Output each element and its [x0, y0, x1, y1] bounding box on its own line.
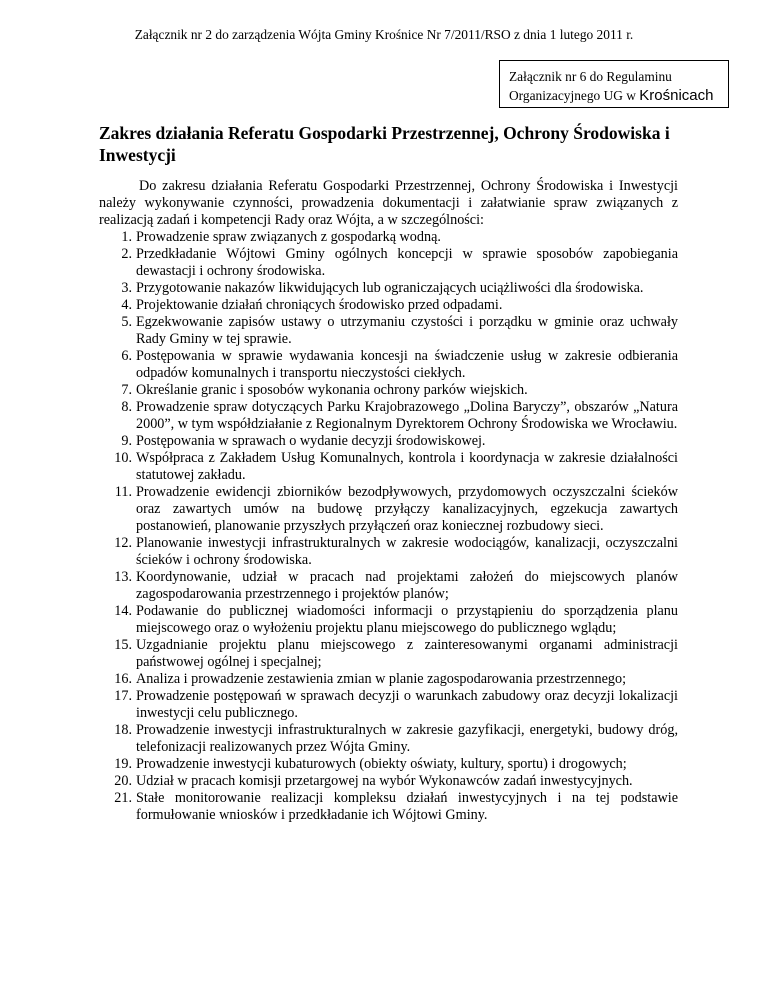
task-number: 20. [114, 773, 132, 789]
document-title: Zakres działania Referatu Gospodarki Przestrzennej, Ochrony Środowiska i Inwestycji [99, 123, 670, 165]
annex-note-line-2-prefix: Organizacyjnego UG w [509, 88, 640, 103]
task-text: Postępowania w sprawach o wydanie decyzji środowiskowej. [136, 433, 486, 449]
task-number: 9. [121, 433, 132, 449]
task-number: 16. [114, 671, 132, 687]
task-item [99, 382, 678, 399]
task-item [99, 790, 678, 824]
task-list [99, 229, 678, 824]
task-text: Prowadzenie inwestycji kubaturowych (obiekty oświaty, kultury, sportu) i drogowych; [136, 756, 627, 772]
task-item [99, 722, 678, 756]
task-number: 12. [114, 535, 132, 551]
task-number: 14. [114, 603, 132, 619]
task-item [99, 756, 678, 773]
task-number: 6. [121, 348, 132, 364]
annex-note-place: Krośnicach [639, 87, 714, 104]
task-item [99, 433, 678, 450]
task-text: Udział w pracach komisji przetargowej na wybór Wykonawców zadań inwestycyjnych. [136, 773, 633, 789]
task-number: 2. [121, 246, 132, 262]
task-item [99, 603, 678, 637]
task-text: Prowadzenie inwestycji infrastrukturalnych w zakresie gazyfikacji, energetyki, budowy dróg, telefonizacji realizowanych przez Wójta Gminy. [136, 722, 678, 755]
task-item [99, 229, 678, 246]
task-text: Analiza i prowadzenie zestawienia zmian w planie zagospodarowania przestrzennego; [136, 671, 627, 687]
task-item [99, 450, 678, 484]
task-number: 4. [121, 297, 132, 313]
task-item [99, 246, 678, 280]
task-text: Uzgadnianie projektu planu miejscowego z zainteresowanymi organami administracji państwowej ogólnej i specjalnej; [136, 637, 678, 670]
task-text: Prowadzenie spraw związanych z gospodarką wodną. [136, 229, 441, 245]
annex-note-line-1: Załącznik nr 6 do Regulaminu [509, 69, 672, 84]
task-text: Planowanie inwestycji infrastrukturalnych w zakresie wodociągów, kanalizacji, oczyszczalni ścieków i ochrony środowiska. [136, 535, 678, 568]
task-item [99, 688, 678, 722]
task-item [99, 484, 678, 535]
task-item [99, 773, 678, 790]
annex-note-line-2 [509, 86, 728, 105]
task-text: Określanie granic i sposobów wykonania ochrony parków wiejskich. [136, 382, 528, 398]
task-item [99, 671, 678, 688]
task-number: 21. [114, 790, 132, 806]
task-text: Prowadzenie ewidencji zbiorników bezodpływowych, przydomowych oczyszczalni ścieków oraz zawartych umów na budowę przyłączy kanalizacyjnych, egzekucja zawartych postanowień, planowanie przyszłych przyłączeń oraz koniecznej rozbudowy sieci. [136, 484, 678, 534]
task-item [99, 637, 678, 671]
intro-paragraph: Do zakresu działania Referatu Gospodarki Przestrzennej, Ochrony Środowiska i Inwestycji należy wykonywanie czynności, prowadzenia dokumentacji i załatwianie spraw związanych z realizacją zadań i kompetencji Rady oraz Wójta, a w szczególności: [99, 178, 678, 228]
task-number: 19. [114, 756, 132, 772]
task-item [99, 348, 678, 382]
task-number: 11. [114, 484, 132, 500]
task-text: Stałe monitorowanie realizacji kompleksu działań inwestycyjnych i na tej podstawie formułowanie wniosków i przedkładanie ich Wójtowi Gminy. [136, 790, 678, 823]
task-item [99, 569, 678, 603]
attachment-header: Załącznik nr 2 do zarządzenia Wójta Gminy Krośnice Nr 7/2011/RSO z dnia 1 lutego 2011 r. [134, 27, 634, 42]
task-number: 13. [114, 569, 132, 585]
task-number: 8. [121, 399, 132, 415]
task-number: 3. [121, 280, 132, 296]
task-text: Projektowanie działań chroniących środowisko przed odpadami. [136, 297, 503, 313]
task-text: Egzekwowanie zapisów ustawy o utrzymaniu czystości i porządku w gminie oraz uchwały Rady Gminy w tej sprawie. [136, 314, 678, 347]
task-text: Przygotowanie nakazów likwidujących lub ograniczających uciążliwości dla środowiska. [136, 280, 644, 296]
task-text: Postępowania w sprawie wydawania koncesji na świadczenie usług w zakresie odbierania odpadów komunalnych i transportu nieczystości ciekłych. [136, 348, 678, 381]
task-number: 17. [114, 688, 132, 704]
task-text: Współpraca z Zakładem Usług Komunalnych, kontrola i koordynacja w zakresie działalności statutowej zakładu. [136, 450, 678, 483]
task-text: Przedkładanie Wójtowi Gminy ogólnych koncepcji w sprawie sposobów zapobiegania dewastacji i ochrony środowiska. [136, 246, 678, 279]
task-number: 7. [121, 382, 132, 398]
task-number: 18. [114, 722, 132, 738]
task-text: Prowadzenie spraw dotyczących Parku Krajobrazowego „Dolina Baryczy”, obszarów „Natura 2000”, w tym współdziałanie z Regionalnym Dyrektorem Ochrony Środowiska we Wrocławiu. [136, 399, 678, 432]
task-number: 15. [114, 637, 132, 653]
task-number: 10. [114, 450, 132, 466]
annex-note-box [499, 60, 729, 108]
task-item [99, 535, 678, 569]
task-number: 1. [121, 229, 132, 245]
task-text: Koordynowanie, udział w pracach nad projektami założeń do miejscowych planów zagospodarowania przestrzennego i projektów planów; [136, 569, 678, 602]
task-text: Podawanie do publicznej wiadomości informacji o przystąpieniu do sporządzenia planu miejscowego oraz o wyłożeniu projektu planu miejscowego do publicznego wglądu; [136, 603, 678, 636]
task-text: Prowadzenie postępowań w sprawach decyzji o warunkach zabudowy oraz decyzji lokalizacji inwestycji celu publicznego. [136, 688, 678, 721]
task-item [99, 280, 678, 297]
task-item [99, 314, 678, 348]
task-number: 5. [121, 314, 132, 330]
task-item [99, 399, 678, 433]
task-item [99, 297, 678, 314]
